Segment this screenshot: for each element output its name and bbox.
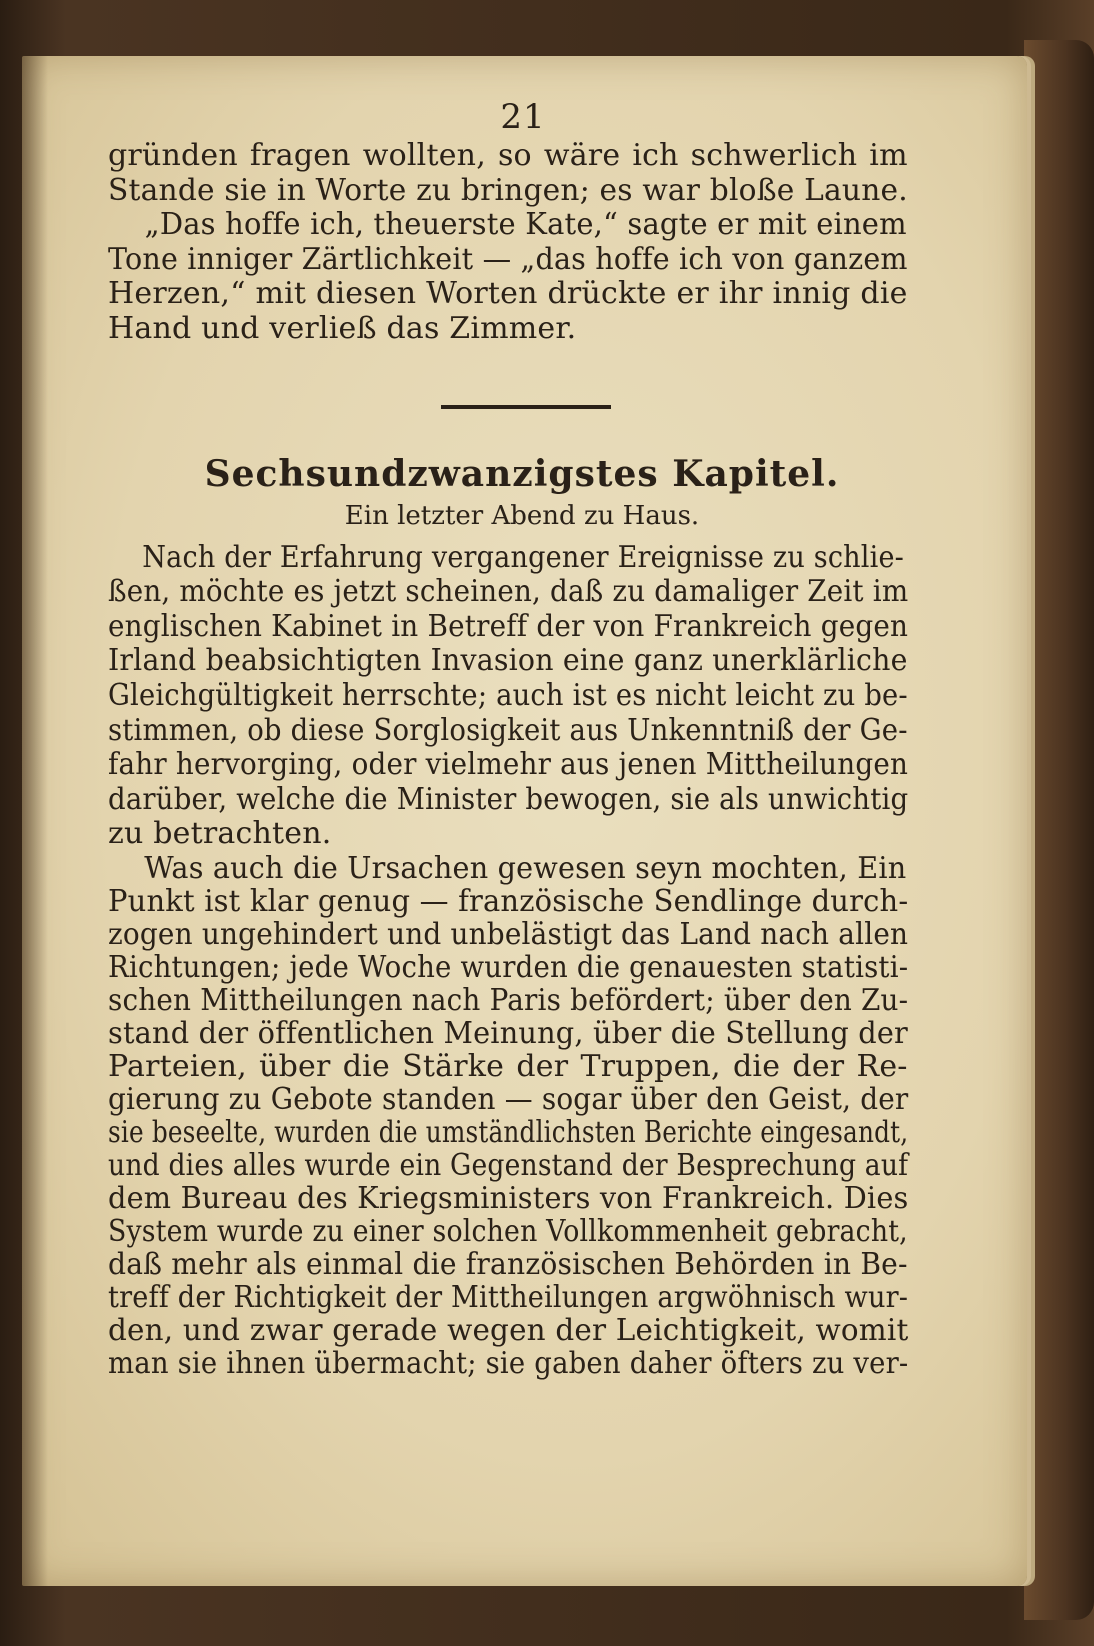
text-line: schen Mittheilungen nach Paris befördert; über den Zu- [108,982,909,1018]
text-line: gierung zu Gebote standen — sogar über den Geist, der [108,1081,909,1117]
text-line: Stande sie in Worte zu bringen; es war bloße Laune. [108,172,908,208]
text-line: Punkt ist klar genug — französische Sendlinge durch- [108,883,909,919]
text-line: Was auch die Ursachen gewesen seyn mochten, Ein [144,850,907,886]
book-spine-edge [1024,40,1094,1620]
text-line: Nach der Erfahrung vergangener Ereignisse zu schlie- [142,539,905,575]
text-line: stimmen, ob diese Sorglosigkeit aus Unkenntniß der Ge- [108,712,908,748]
text-line: zogen ungehindert und unbelästigt das Land nach allen [108,916,909,952]
text-line: Irland beabsichtigten Invasion eine ganz unerklärliche [108,643,908,679]
chapter-subtitle: Ein letzter Abend zu Haus. [344,500,700,531]
paragraph-2 [108,852,928,1380]
text-line: System wurde zu einer solchen Vollkommenheit gebracht, [108,1213,908,1249]
text-line: Richtungen; jede Woche wurden die genauesten statisti- [108,949,909,985]
text-line: den, und zwar gerade wegen der Leichtigkeit, womit [108,1312,909,1348]
text-line: darüber, welche die Minister bewogen, sie als unwichtig [108,781,909,817]
text-line: Parteien, über die Stärke der Truppen, die der Re- [108,1048,908,1084]
text-line: ßen, möchte es jetzt scheinen, daß zu damaliger Zeit im [108,574,909,610]
text-line: dem Bureau des Kriegsministers von Frankreich. Dies [108,1180,909,1216]
text-line: Hand und verließ das Zimmer. [108,310,577,346]
page-content [108,95,928,1380]
chapter-title: Sechsundzwanzigstes Kapitel. [204,452,840,495]
text-line: man sie ihnen übermacht; sie gaben daher öfters zu ver- [108,1345,909,1381]
page-number: 21 [500,97,546,137]
text-line: Gleichgültigkeit herrschte; auch ist es nicht leicht zu be- [108,677,908,713]
text-line: fahr hervorging, oder vielmehr aus jenen Mittheilungen [108,747,909,783]
text-line: Herzen,“ mit diesen Worten drückte er ihr innig die [108,276,908,312]
text-line: gründen fragen wollten, so wäre ich schwerlich im [108,138,908,173]
text-line: englischen Kabinet in Betreff der von Frankreich gegen [108,608,909,644]
intro-paragraph [108,139,928,347]
text-line: sie beseelte, wurden die umständlichsten Berichte eingesandt, [108,1114,909,1150]
text-line: „Das hoffe ich, theuerste Kate,“ sagte er mit einem [144,207,907,243]
text-line: stand der öffentlichen Meinung, über die Stellung der [108,1015,908,1051]
section-divider [441,405,611,409]
text-line: daß mehr als einmal die französischen Behörden in Be- [108,1246,908,1282]
text-line: zu betrachten. [108,816,332,852]
text-line: treff der Richtigkeit der Mittheilungen argwöhnisch wur- [108,1279,909,1315]
paragraph-1 [108,541,928,852]
page-gutter-shadow [22,56,48,1586]
text-line: und dies alles wurde ein Gegenstand der Besprechung auf [108,1147,909,1183]
text-line: Tone inniger Zärtlichkeit — „das hoffe ich von ganzem [108,241,908,277]
